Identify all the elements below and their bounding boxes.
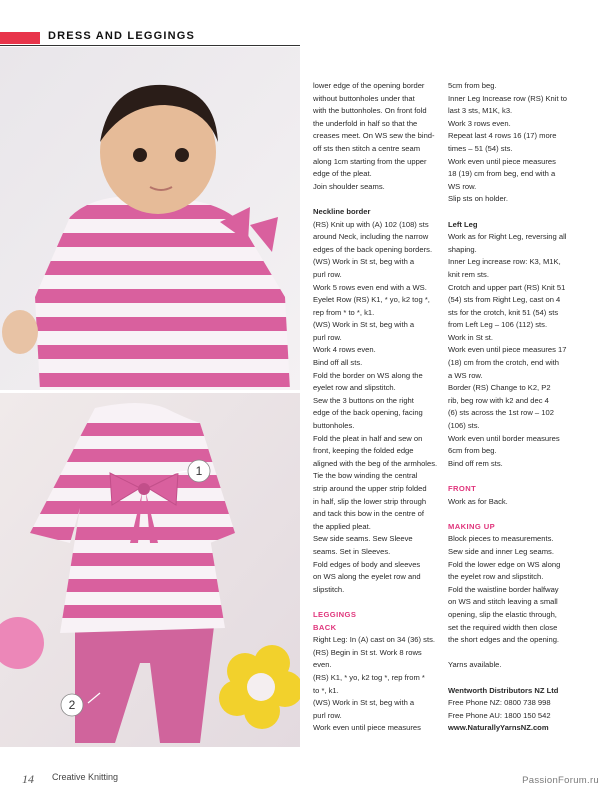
section-title-rule: [0, 45, 300, 46]
section-tab-marker: [0, 32, 40, 44]
intro-line: with the buttonholes. On front fold: [313, 106, 427, 116]
yarns-note: Yarns available.: [448, 660, 502, 670]
back-line: Work even until piece measures: [313, 723, 421, 733]
magazine-name: Creative Knitting: [52, 772, 119, 782]
back-line: to *, k1.: [313, 685, 339, 695]
intro-line: creases meet. On WS sew the bind-: [313, 131, 435, 141]
back-line: (RS) K1, * yo, k2 tog *, rep from *: [313, 672, 425, 682]
making-up-line: opening, slip the elastic through,: [448, 609, 557, 619]
neckline-line: edge of the back opening, facing: [313, 408, 423, 418]
continued-line: Slip sts on holder.: [448, 194, 508, 204]
left-leg-line: knit rem sts.: [448, 269, 489, 279]
baby-photo: [0, 47, 300, 390]
left-leg-line: (106) sts.: [448, 421, 480, 431]
garment-photo: [0, 393, 300, 747]
continued-line: 18 (19) cm from beg, end with a: [448, 169, 556, 179]
neckline-line: Eyelet Row (RS) K1, * yo, k2 tog *,: [313, 295, 430, 305]
making-up-line: the short edges and the opening.: [448, 635, 560, 645]
neckline-line: purl row.: [313, 269, 342, 279]
photo-label-2: 2: [68, 698, 76, 712]
neckline-line: Fold the border on WS along the: [313, 370, 423, 380]
left-leg-line: Work in St st.: [448, 332, 494, 342]
neckline-line: aligned with the beg of the armholes.: [313, 458, 438, 468]
leggings-heading: LEGGINGS: [313, 609, 357, 619]
intro-line: off sts then stitch a centre seam: [313, 143, 421, 153]
intro-line: lower edge of the opening border: [313, 81, 425, 90]
back-text: [313, 634, 438, 735]
making-up-line: Sew side and inner Leg seams.: [448, 546, 554, 556]
left-leg-line: from Left Leg – 106 (112) sts.: [448, 320, 548, 330]
neckline-line: (WS) Work in St st, beg with a: [313, 257, 415, 267]
left-leg-heading: Left Leg: [448, 219, 478, 229]
neckline-line: Work 5 rows even end with a WS.: [313, 282, 427, 292]
neckline-line: (WS) Work in St st, beg with a: [313, 320, 415, 330]
intro-line: the underfold in half so that the: [313, 118, 418, 128]
left-leg-line: (18) cm from the crotch, end with: [448, 358, 559, 368]
left-leg-text: [448, 231, 588, 470]
making-up-line: Fold the lower edge on WS along: [448, 559, 561, 569]
continued-line: Work 3 rows even.: [448, 118, 511, 128]
left-leg-line: Bind off rem sts.: [448, 458, 503, 468]
neckline-border-heading: Neckline border: [313, 206, 371, 216]
neckline-line: buttonholes.: [313, 421, 355, 431]
making-up-text: [448, 533, 588, 646]
continued-line: Work even until piece measures: [448, 156, 556, 166]
neckline-line: on WS along the eyelet row and: [313, 572, 421, 582]
continued-line: Inner Leg Increase row (RS) Knit to: [448, 93, 568, 103]
making-up-heading: MAKING UP: [448, 521, 496, 531]
making-up-line: set the required width then close: [448, 622, 558, 632]
making-up-line: the eyelet row and slipstitch.: [448, 572, 544, 582]
watermark: PassionForum.ru: [522, 775, 599, 786]
making-up-line: on WS and stitch leaving a small: [448, 597, 558, 607]
neckline-line: eyelet row and slipstitch.: [313, 383, 396, 393]
neckline-line: around Neck, including the narrow: [313, 232, 429, 242]
left-leg-line: a WS row.: [448, 370, 483, 380]
left-leg-line: Work as for Right Leg, reversing all: [448, 232, 567, 242]
neckline-line: edges of the back opening borders.: [313, 244, 433, 254]
intro-line: along 1cm starting from the upper: [313, 156, 427, 166]
back-line: (WS) Work in St st, beg with a: [313, 698, 415, 708]
left-leg-line: Inner Leg increase row: K3, M1K,: [448, 257, 561, 267]
making-up-line: Block pieces to measurements.: [448, 534, 554, 544]
back-line: Right Leg: In (A) cast on 34 (36) sts.: [313, 635, 435, 645]
neckline-line: Tie the bow winding the central: [313, 471, 418, 481]
left-leg-line: Work even until border measures: [448, 433, 560, 443]
neckline-line: seams. Set in Sleeves.: [313, 546, 391, 556]
neckline-line: strip around the upper strip folded: [313, 484, 427, 493]
neckline-line: rep from * to *, k1.: [313, 307, 375, 317]
continued-line: times – 51 (54) sts.: [448, 143, 513, 153]
continued-text: [448, 80, 588, 206]
continued-line: 5cm from beg.: [448, 81, 497, 90]
left-leg-line: sts for the crotch, knit 51 (54) sts: [448, 307, 559, 317]
neckline-text: [313, 219, 438, 597]
pattern-column-1: [313, 80, 438, 735]
left-leg-line: (6) sts across the 1st row – 102: [448, 408, 554, 418]
continued-line: Repeat last 4 rows 16 (17) more: [448, 131, 557, 141]
front-heading: FRONT: [448, 484, 477, 493]
left-leg-line: 6cm from beg.: [448, 446, 497, 456]
back-line: (RS) Begin in St st. Work 8 rows: [313, 647, 422, 657]
left-leg-line: Border (RS) Change to K2, P2: [448, 383, 551, 393]
page-number: 14: [22, 772, 34, 786]
intro-line: Join shoulder seams.: [313, 181, 385, 191]
making-up-line: Fold the waistline border halfway: [448, 584, 559, 594]
neckline-line: Fold the pleat in half and sew on: [313, 433, 423, 443]
left-leg-line: (54) sts from Right Leg, cast on 4: [448, 295, 561, 305]
neckline-line: front, keeping the folded edge: [313, 446, 414, 456]
intro-text: [313, 80, 438, 193]
back-line: even.: [313, 660, 332, 670]
continued-line: last 3 sts, M1K, k3.: [448, 106, 513, 116]
left-leg-line: Crotch and upper part (RS) Knit 51: [448, 282, 566, 292]
neckline-line: Work 4 rows even.: [313, 345, 376, 355]
neckline-line: Fold edges of body and sleeves: [313, 559, 421, 569]
distributor-name: Wentworth Distributors NZ Ltd: [448, 685, 559, 695]
neckline-line: (RS) Knit up with (A) 102 (108) sts: [313, 219, 429, 229]
front-text: Work as for Back.: [448, 496, 508, 506]
photo-label-1: 1: [195, 464, 203, 478]
left-leg-line: Work even until piece measures 17: [448, 345, 567, 355]
phone-nz: Free Phone NZ: 0800 738 998: [448, 698, 551, 708]
left-leg-line: shaping.: [448, 244, 477, 254]
phone-au: Free Phone AU: 1800 150 542: [448, 710, 551, 720]
neckline-line: the applied pleat.: [313, 521, 371, 531]
neckline-line: Sew side seams. Sew Sleeve: [313, 534, 413, 544]
neckline-line: Sew the 3 buttons on the right: [313, 395, 414, 405]
back-line: purl row.: [313, 710, 342, 720]
left-leg-line: rib, beg row with k2 and dec 4: [448, 395, 549, 405]
pattern-column-2: [448, 80, 588, 735]
neckline-line: Bind off all sts.: [313, 358, 363, 368]
website-link[interactable]: www.NaturallyYarnsNZ.com: [448, 723, 549, 733]
continued-line: WS row.: [448, 181, 477, 191]
neckline-line: slipstitch.: [313, 584, 345, 594]
intro-line: edge of the pleat.: [313, 169, 372, 179]
neckline-line: purl row.: [313, 332, 342, 342]
back-heading: BACK: [313, 622, 337, 632]
intro-line: without buttonholes under that: [313, 93, 415, 103]
neckline-line: and tack this bow in the centre of: [313, 509, 425, 519]
neckline-line: in half, slip the lower strip through: [313, 496, 427, 506]
section-title: DRESS AND LEGGINGS: [48, 30, 196, 42]
